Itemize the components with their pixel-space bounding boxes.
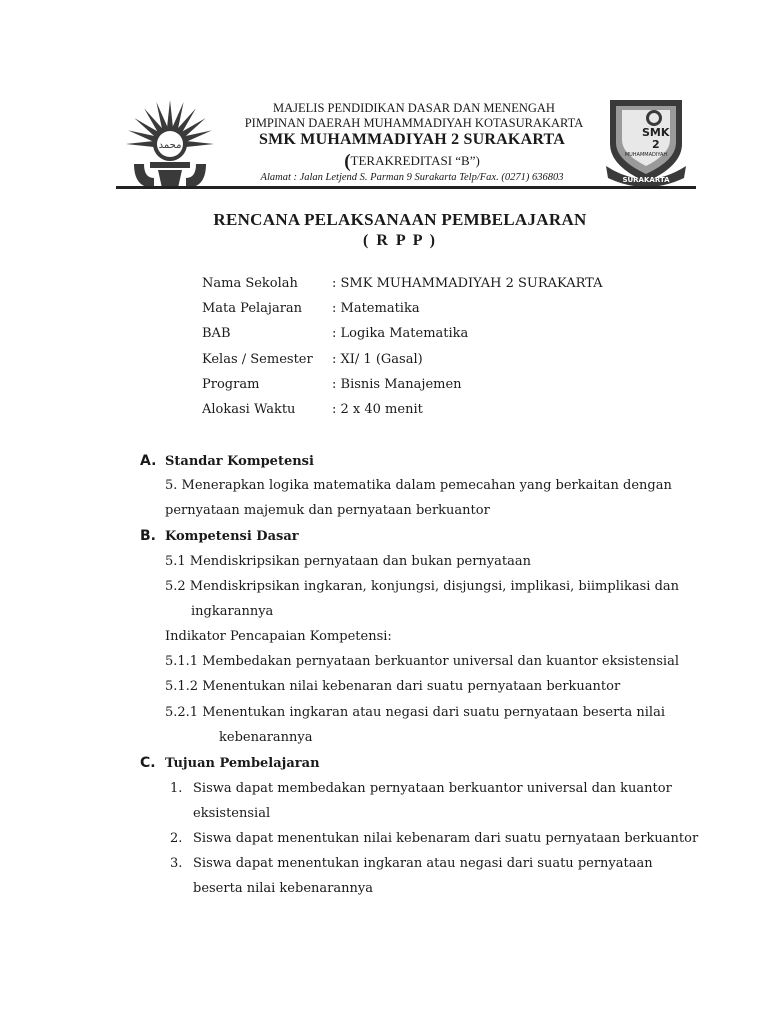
section-b-heading: [140, 524, 299, 549]
shield-text-muhammadiyah: MUHAMMADIYAH: [624, 152, 668, 158]
section-letter: A.: [140, 453, 157, 469]
section-title: Kompetensi Dasar: [165, 529, 299, 544]
indicator-item: 5.1.2 Menentukan nilai kebenaran dari suatu pernyataan berkuantor: [165, 679, 621, 694]
section-title: Standar Kompetensi: [165, 454, 314, 469]
accreditation-text: TERAKREDITASI “B”): [350, 153, 480, 168]
indicator-item: 5.1.1 Membedakan pernyataan berkuantor universal dan kuantor eksistensial: [165, 654, 680, 669]
kd-item-continued: ingkarannya: [191, 604, 274, 619]
section-title: Tujuan Pembelajaran: [165, 756, 320, 771]
identity-label: Kelas / Semester: [202, 351, 313, 367]
identity-value: : 2 x 40 menit: [332, 402, 423, 417]
objective-number: 3.: [170, 856, 183, 871]
header-divider: [116, 186, 696, 189]
identity-label: Nama Sekolah: [202, 276, 298, 291]
section-letter: B.: [140, 528, 156, 544]
header-leadership: PIMPINAN DAERAH MUHAMMADIYAH KOTASURAKARTA: [244, 116, 584, 130]
document-subtitle: ( R P P ): [363, 232, 437, 249]
objective-text-continued: beserta nilai kebenarannya: [193, 881, 373, 896]
section-c-heading: [140, 751, 320, 776]
shield-text-surakarta: SURAKARTA: [622, 176, 670, 184]
indicator-item: 5.2.1 Menentukan ingkaran atau negasi dari suatu pernyataan beserta nilai: [165, 705, 665, 720]
identity-value: : Matematika: [332, 301, 420, 316]
identity-value: : XI/ 1 (Gasal): [332, 352, 423, 367]
identity-label: BAB: [202, 326, 231, 342]
objective-text: Siswa dapat menentukan ingkaran atau negasi dari suatu pernyataan: [193, 856, 653, 871]
accreditation-paren: (: [344, 151, 351, 172]
objective-text-continued: eksistensial: [193, 806, 271, 821]
sk-line: pernyataan majemuk dan pernyataan berkuantor: [165, 503, 490, 518]
kd-item: 5.2 Mendiskripsikan ingkaran, konjungsi, disjungsi, implikasi, biimplikasi dan: [165, 579, 680, 594]
section-a-heading: [140, 449, 314, 474]
objective-number: 2.: [170, 831, 183, 846]
kd-item: 5.1 Mendiskripsikan pernyataan dan bukan pernyataan: [165, 554, 531, 569]
objective-text: Siswa dapat menentukan nilai kebenaram dari suatu pernyataan berkuantor: [193, 831, 699, 846]
indicator-item-continued: kebenarannya: [219, 730, 313, 745]
header-address: Alamat : Jalan Letjend S. Parman 9 Surakarta Telp/Fax. (0271) 636803: [260, 172, 564, 183]
shield-number: 2: [652, 138, 660, 151]
identity-value: : Logika Matematika: [332, 326, 468, 341]
header-accreditation: [28, 151, 768, 173]
identity-label: Mata Pelajaran: [202, 301, 303, 317]
identity-label: Program: [202, 376, 260, 392]
objective-text: Siswa dapat membedakan pernyataan berkuantor universal dan kuantor: [193, 781, 672, 796]
section-letter: C.: [140, 755, 156, 771]
identity-value: : SMK MUHAMMADIYAH 2 SURAKARTA: [332, 276, 603, 291]
identity-value: : Bisnis Manajemen: [332, 377, 462, 392]
sk-line: 5. Menerapkan logika matematika dalam pemecahan yang berkaitan dengan: [165, 478, 672, 493]
header-council: MAJELIS PENDIDIKAN DASAR DAN MENENGAH: [273, 101, 555, 115]
objective-number: 1.: [170, 781, 183, 796]
header-school-name: SMK MUHAMMADIYAH 2 SURAKARTA: [259, 131, 565, 148]
indicator-heading: Indikator Pencapaian Kompetensi:: [165, 629, 392, 644]
identity-label: Alokasi Waktu: [202, 401, 296, 417]
document-title: RENCANA PELAKSANAAN PEMBELAJARAN: [213, 210, 587, 229]
shield-text-smk: SMK: [642, 126, 670, 139]
logo-arabic-text: محمد: [158, 140, 182, 151]
